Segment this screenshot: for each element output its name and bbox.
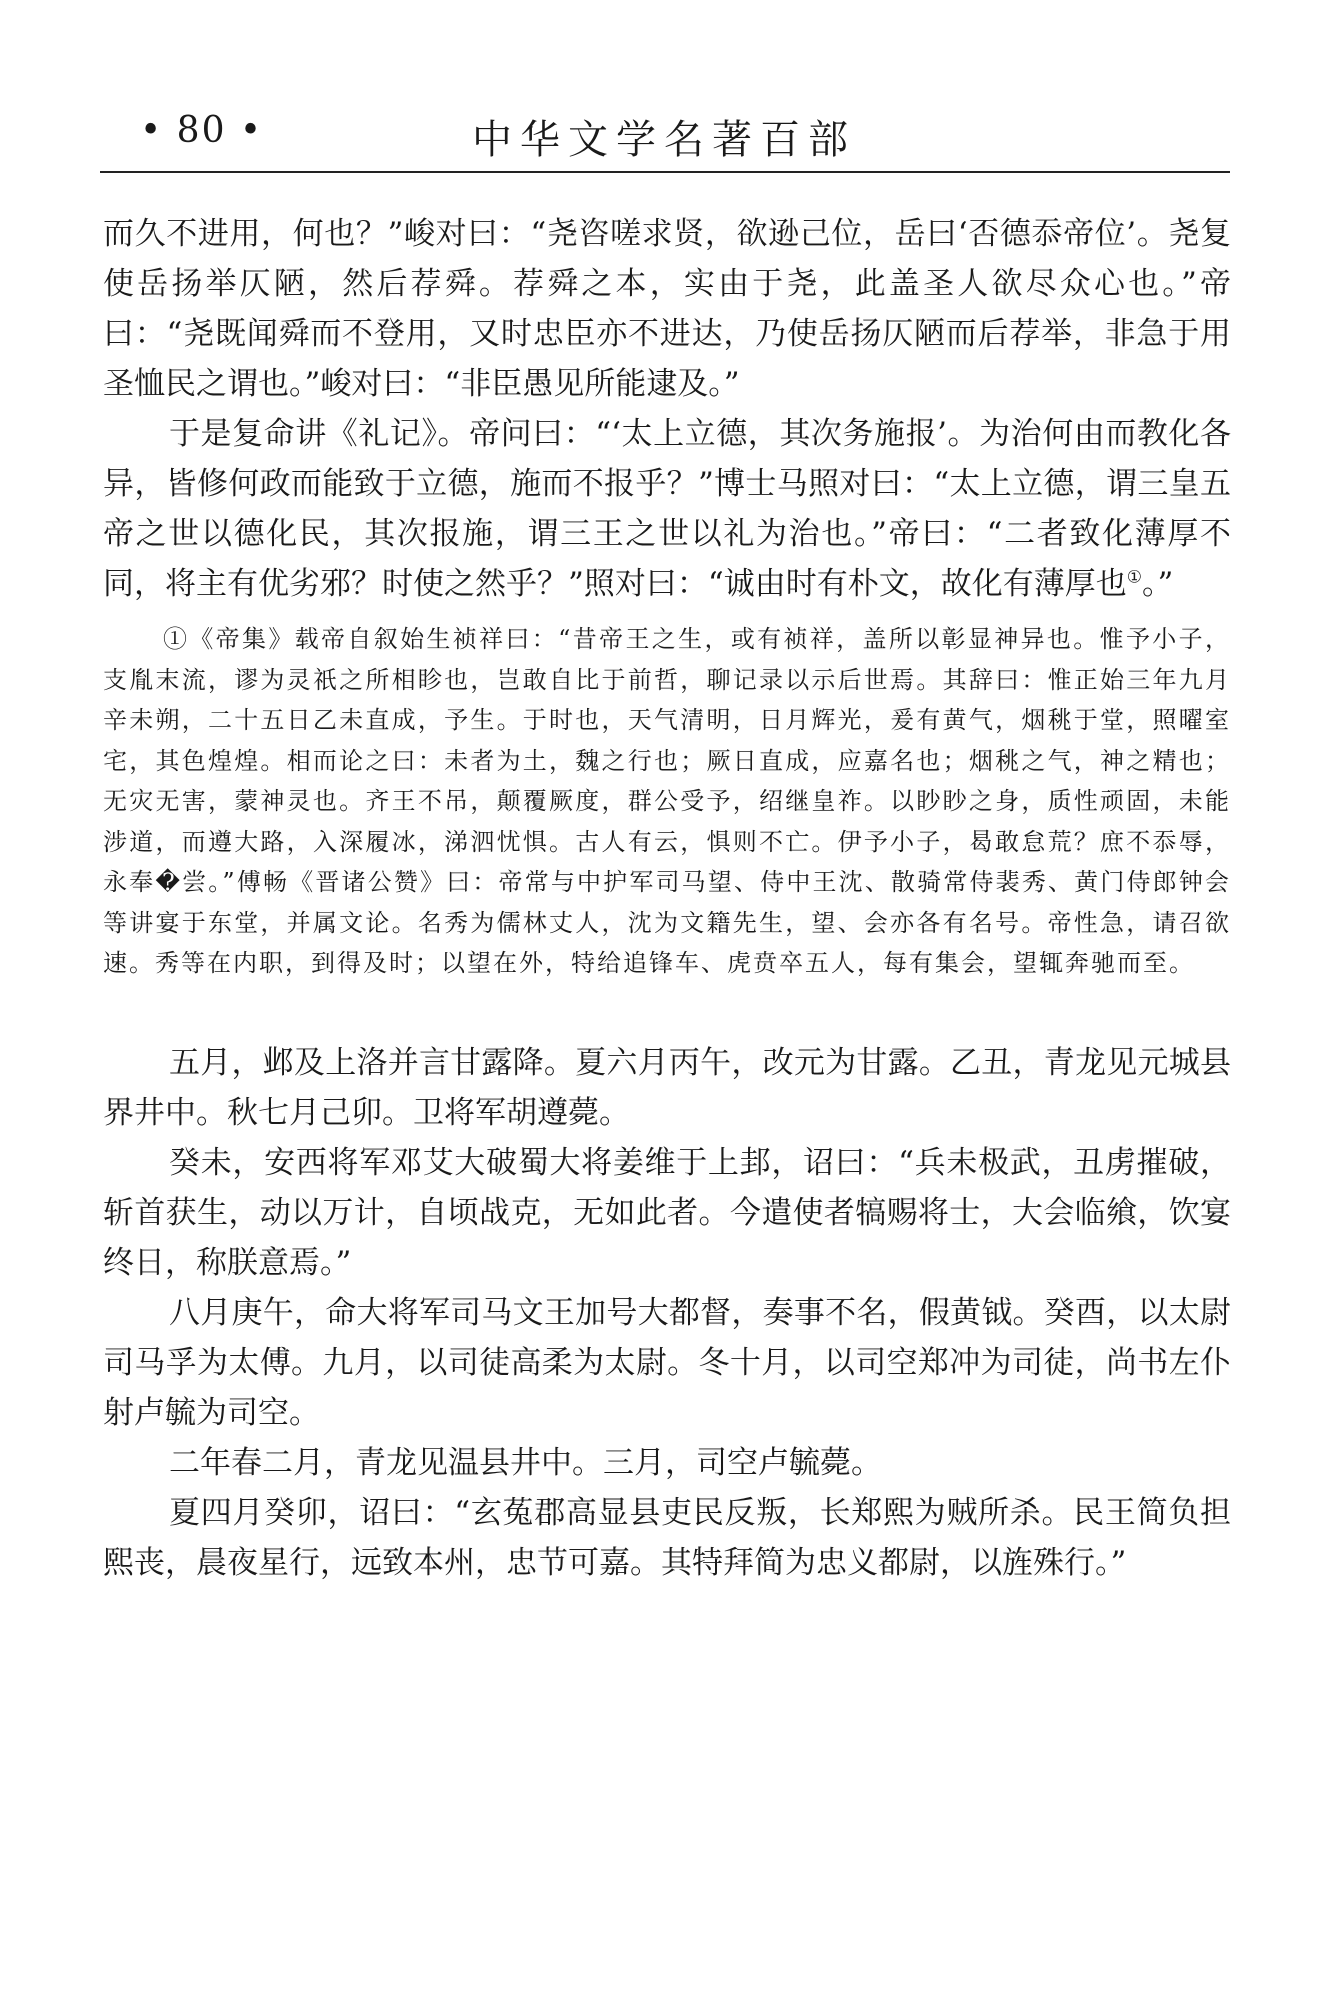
paragraph-6: 二年春二月，青龙见温县井中。三月，司空卢毓薨。 [169,1444,882,1481]
footnote-marker: ① [1126,567,1142,588]
paragraph-4: 癸未，安西将军邓艾大破蜀大将姜维于上邽，诏曰：“兵未极武，丑虏摧破，斩首获生，动以万计，自顷战克，无如此者。今遣使者犒赐将士，大会临飨，饮宴终日，称朕意焉。” [103,1144,1231,1281]
page-body [103,209,1231,1588]
footnote: ①《帝集》载帝自叙始生祯祥曰：“昔帝王之生，或有祯祥，盖所以彰显神异也。惟予小子，支胤末流，谬为灵祇之所相眕也，岂敢自比于前哲，聊记录以示后世焉。其辞曰：惟正始三年九月辛未朔，二十五日乙未直成，予生。于时也，天气清明，日月辉光，爰有黄气，烟䄻于堂，照曜室宅，其色煌煌。相而论之曰：未者为土，魏之行也；厥日直成，应嘉名也；烟䄻之气，神之精也；无灾无害，蒙神灵也。齐王不吊，颠覆厥度，群公受予，绍继皇祚。以眇眇之身，质性顽固，未能涉道，而遵大路，入深履冰，涕泗忧惧。古人有云，惧则不亡。伊予小子，曷敢怠荒？庶不忝辱，永奉�尝。”傅畅《晋诸公赞》曰：帝常与中护军司马望、侍中王沈、散骑常侍裴秀、黄门侍郎钟会等讲宴于东堂，并属文论。名秀为儒林丈人，沈为文籍先生，望、会亦各有名号。帝性急，请召欲速。秀等在内职，到得及时；以望在外，特给追锋车、虎贲卒五人，每有集会，望辄奔驰而至。 [103,625,1231,977]
paragraph-7: 夏四月癸卯，诏曰：“玄菟郡高显县吏民反叛，长郑熙为贼所杀。民王简负担熙丧，晨夜星行，远致本州，忠节可嘉。其特拜简为忠义都尉，以旌殊行。” [103,1494,1231,1581]
header-rule [100,171,1230,173]
paragraph-2-text: 于是复命讲《礼记》。帝问曰：“‘太上立德，其次务施报’。为治何由而教化各异，皆修何政而能致于立德，施而不报乎？”博士马照对曰：“太上立德，谓三皇五帝之世以德化民，其次报施，谓三王之世以礼为治也。”帝曰：“二者致化薄厚不同，将主有优劣邪？时使之然乎？”照对曰：“诚由时有朴文，故化有薄厚也 [103,416,1231,602]
page-number: • 80 • [140,110,264,151]
running-title: 中华文学名著百部 [472,117,856,163]
section-gap [103,984,1231,1038]
paragraph-3: 五月，邺及上洛并言甘露降。夏六月丙午，改元为甘露。乙丑，青龙见元城县界井中。秋七月己卯。卫将军胡遵薨。 [103,1044,1231,1131]
paragraph-1: 而久不进用，何也？”峻对曰：“尧咨嗟求贤，欲逊己位，岳曰‘否德忝帝位’。尧复使岳扬举仄陋，然后荐舜。荐舜之本，实由于尧，此盖圣人欲尽众心也。”帝曰：“尧既闻舜而不登用，又时忠臣亦不进达，乃使岳扬仄陋而后荐举，非急于用圣恤民之谓也。”峻对曰：“非臣愚见所能逮及。” [103,216,1231,402]
paragraph-5: 八月庚午，命大将军司马文王加号大都督，奏事不名，假黄钺。癸酉，以太尉司马孚为太傅。九月，以司徒高柔为太尉。冬十月，以司空郑冲为司徒，尚书左仆射卢毓为司空。 [103,1294,1231,1431]
page-header [100,108,1228,168]
paragraph-2-end: 。” [1141,566,1174,602]
paragraph-2 [103,409,1231,609]
